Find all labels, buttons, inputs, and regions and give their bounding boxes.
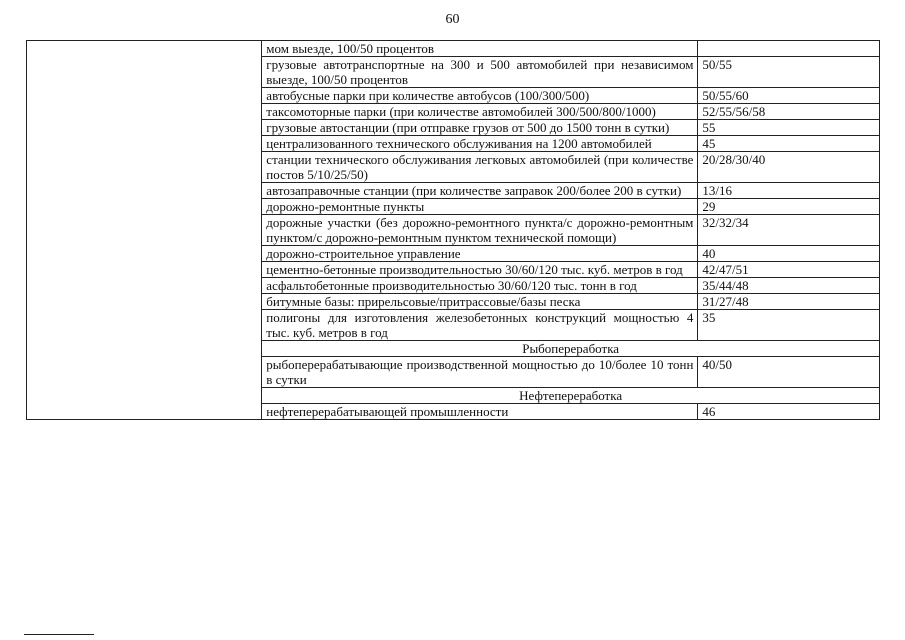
row-description: полигоны для изготовления железобетонных конструкций мощностью 4 тыс. куб. метров в год [262,310,698,341]
section-title-oil-processing: Нефтепереработка [262,388,880,404]
row-description: мом выезде, 100/50 процентов [262,41,698,57]
row-value: 55 [698,120,880,136]
row-description: нефтеперерабатывающей промышленности [262,404,698,420]
row-description: битумные базы: прирельсовые/притрассовые/базы песка [262,294,698,310]
row-description: централизованного технического обслуживания на 1200 автомобилей [262,136,698,152]
row-value: 50/55/60 [698,88,880,104]
row-description: станции технического обслуживания легковых автомобилей (при количестве постов 5/10/25/50) [262,152,698,183]
norms-table [26,40,880,420]
row-value: 29 [698,199,880,215]
row-value: 32/32/34 [698,215,880,246]
row-description: таксомоторные парки (при количестве автомобилей 300/500/800/1000) [262,104,698,120]
row-value: 40/50 [698,357,880,388]
page-number: 60 [445,12,460,27]
row-description: дорожно-строительное управление [262,246,698,262]
footnote-divider [24,634,94,635]
row-description: рыбоперерабатывающие производственной мощностью до 10/более 10 тонн в сутки [262,357,698,388]
blank-left-column [27,41,262,420]
row-description: автобусные парки при количестве автобусов (100/300/500) [262,88,698,104]
row-value: 45 [698,136,880,152]
row-value: 35/44/48 [698,278,880,294]
row-value: 40 [698,246,880,262]
row-description: асфальтобетонные производительностью 30/60/120 тыс. тонн в год [262,278,698,294]
row-description: грузовые автостанции (при отправке грузов от 500 до 1500 тонн в сутки) [262,120,698,136]
row-description: дорожно-ремонтные пункты [262,199,698,215]
row-value: 13/16 [698,183,880,199]
table-row [27,41,880,57]
row-value: 52/55/56/58 [698,104,880,120]
row-description: дорожные участки (без дорожно-ремонтного пункта/с дорожно-ремонтным пунктом/с дорожно-ремонтным пунктом технической помощи) [262,215,698,246]
section-title-fish-processing: Рыбопереработка [262,341,880,357]
row-value: 50/55 [698,57,880,88]
row-description: цементно-бетонные производительностью 30/60/120 тыс. куб. метров в год [262,262,698,278]
row-value: 31/27/48 [698,294,880,310]
row-description: грузовые автотранспортные на 300 и 500 автомобилей при независимом выезде, 100/50 процентов [262,57,698,88]
row-description: автозаправочные станции (при количестве заправок 200/более 200 в сутки) [262,183,698,199]
row-value: 46 [698,404,880,420]
row-value: 20/28/30/40 [698,152,880,183]
row-value: 35 [698,310,880,341]
row-value [698,41,880,57]
row-value: 42/47/51 [698,262,880,278]
